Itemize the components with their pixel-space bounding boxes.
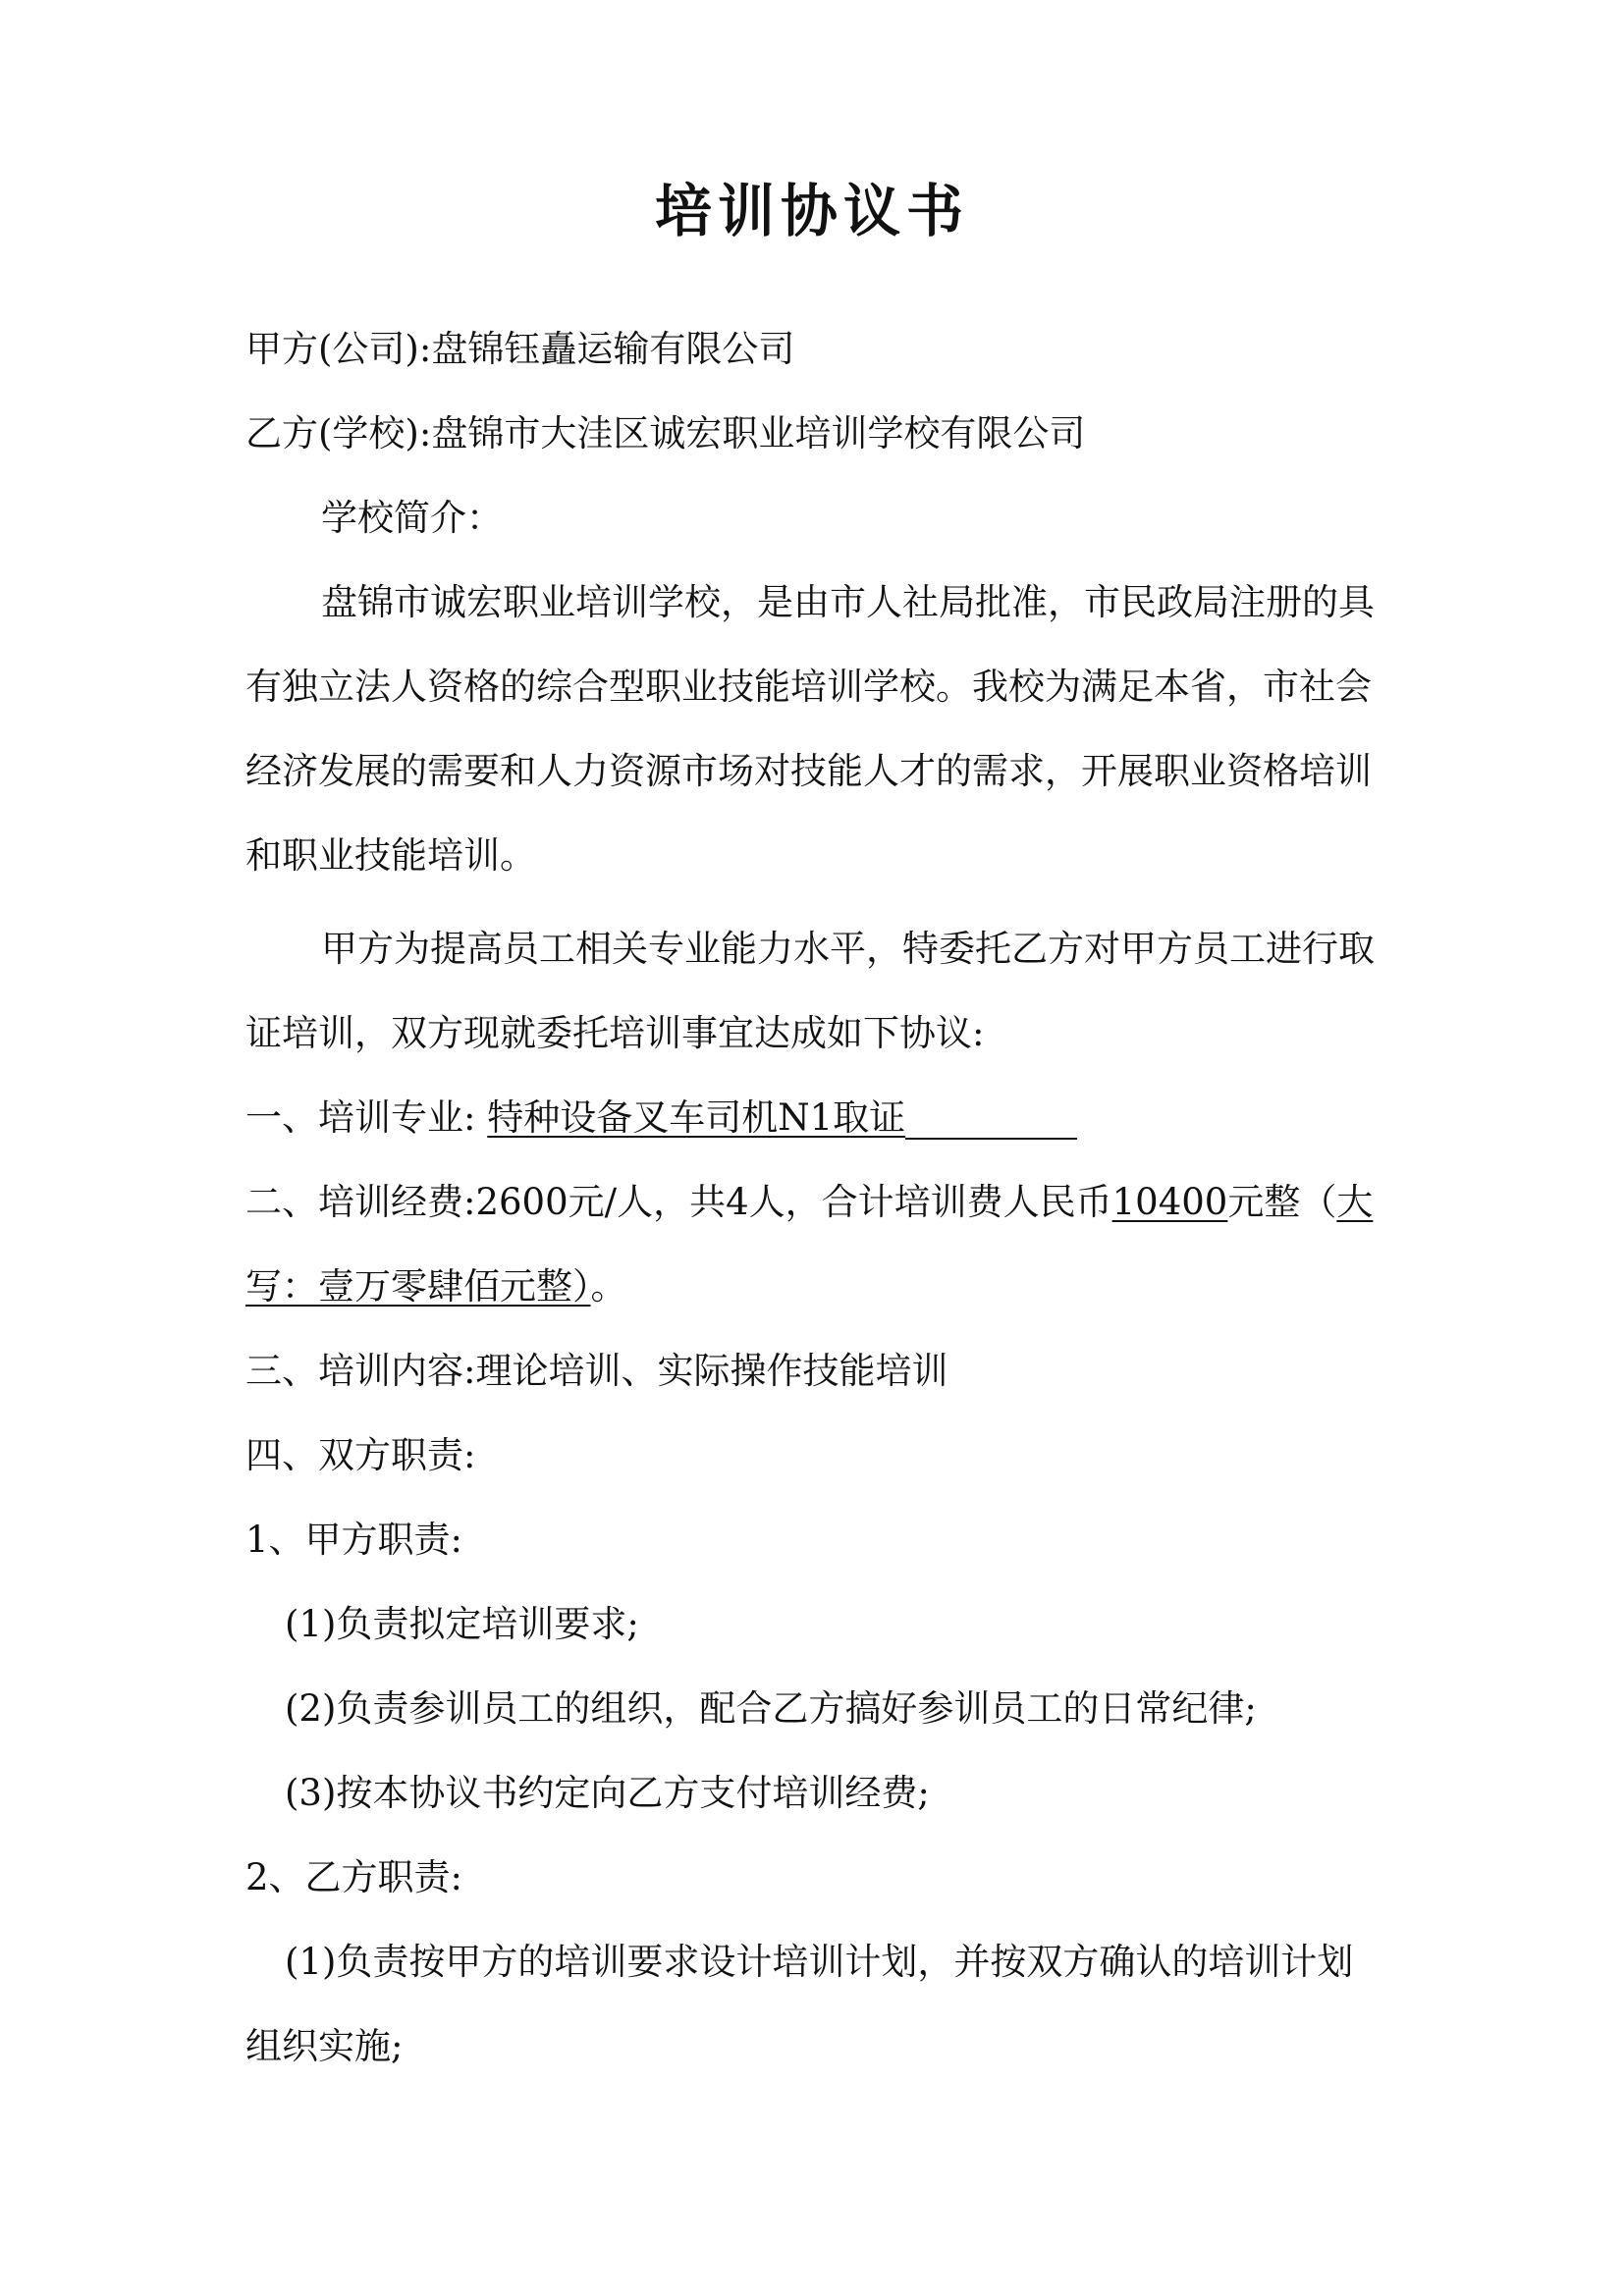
item-4-responsibilities: 四、双方职责: <box>245 1434 476 1476</box>
item-2-training-fee-cont <box>245 1265 1424 1308</box>
item-3-training-content: 三、培训内容:理论培训、实际操作技能培训 <box>245 1350 948 1392</box>
party-a-line: 甲方(公司):盘锦钰矗运输有限公司 <box>245 328 795 370</box>
party-b-line: 乙方(学校):盘锦市大洼区诚宏职业培训学校有限公司 <box>245 412 1086 454</box>
party-b-duty-item: (1)负责按甲方的培训要求设计培训计划，并按双方确认的培训计划 <box>285 1941 1354 1983</box>
item-1-training-major <box>245 1096 1424 1140</box>
item-2-suffix: 。 <box>590 1265 627 1308</box>
party-a-duties-heading: 1、甲方职责: <box>245 1519 463 1561</box>
party-a-duty-item: (2)负责参训员工的组织，配合乙方搞好参训员工的日常纪律; <box>285 1687 1257 1730</box>
intro-line: 和职业技能培训。 <box>245 834 536 877</box>
party-b-duties-heading: 2、乙方职责: <box>245 1856 463 1898</box>
intro-heading: 学校简介： <box>321 497 503 539</box>
party-b-duty-item-cont: 组织实施; <box>245 2025 404 2067</box>
party-a-duty-item: (1)负责拟定培训要求; <box>285 1603 639 1645</box>
purpose-line: 甲方为提高员工相关专业能力水平，特委托乙方对甲方员工进行取 <box>321 928 1375 970</box>
party-a-duty-item: (3)按本协议书约定向乙方支付培训经费; <box>285 1772 930 1814</box>
item-2-capital-part1: 大 <box>1336 1181 1374 1223</box>
item-1-value: 特种设备叉车司机N1取证 <box>487 1096 906 1139</box>
item-1-blank-underline <box>905 1100 1077 1140</box>
purpose-line: 证培训，双方现就委托培训事宜达成如下协议: <box>245 1012 985 1054</box>
item-2-prefix: 二、培训经费:2600元/人，共4人，合计培训费人民币 <box>245 1181 1112 1223</box>
item-2-capital-part2: 写：壹万零肆佰元整） <box>245 1265 591 1308</box>
item-2-training-fee <box>245 1181 1424 1224</box>
intro-line: 有独立法人资格的综合型职业技能培训学校。我校为满足本省，市社会 <box>245 666 1372 708</box>
item-2-mid: 元整（ <box>1227 1181 1337 1223</box>
intro-line: 经济发展的需要和人力资源市场对技能人才的需求，开展职业资格培训 <box>245 750 1372 792</box>
intro-line: 盘锦市诚宏职业培训学校，是由市人社局批准，市民政局注册的具 <box>321 581 1375 623</box>
item-1-label: 一、培训专业: <box>245 1096 488 1139</box>
document-title: 培训协议书 <box>654 178 969 244</box>
item-2-amount: 10400 <box>1111 1181 1228 1223</box>
